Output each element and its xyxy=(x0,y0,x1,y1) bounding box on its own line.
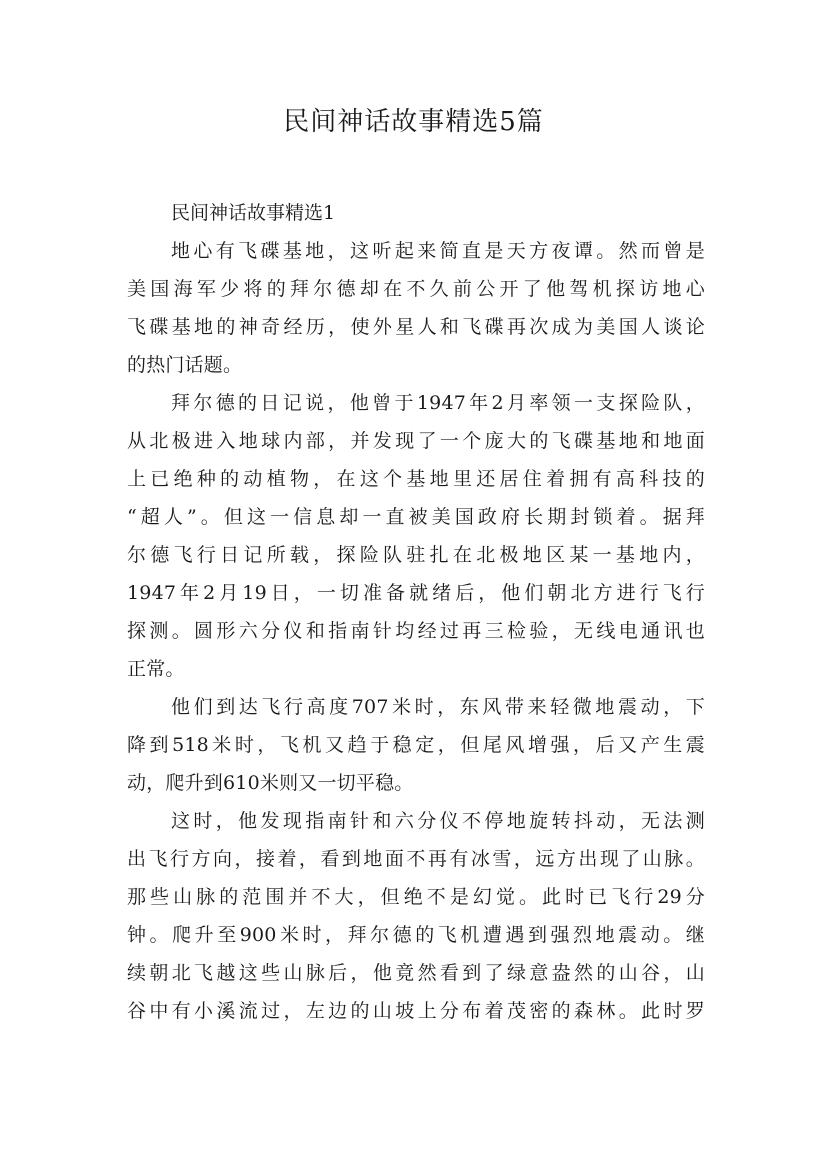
paragraph-line: 尔德飞行日记所载，探险队驻扎在北极地区某一基地内， xyxy=(127,544,705,566)
paragraph-line: “超人”。但这一信息却一直被美国政府长期封锁着。据拜 xyxy=(127,506,705,528)
section-subtitle: 民间神话故事精选1 xyxy=(171,202,336,224)
paragraph-line: 上已绝种的动植物，在这个基地里还居住着拥有高科技的 xyxy=(127,468,705,490)
paragraph-line: 降到518米时，飞机又趋于稳定，但尾风增强，后又产生震 xyxy=(127,734,705,756)
paragraph-1 xyxy=(127,232,705,384)
paragraph-line: 谷中有小溪流过，左边的山坡上分布着茂密的森林。此时罗 xyxy=(127,1000,705,1022)
document-body xyxy=(127,194,705,1030)
paragraph-line: 探测。圆形六分仪和指南针均经过再三检验，无线电通讯也 xyxy=(127,620,705,642)
paragraph-line: 1947年2月19日，一切准备就绪后，他们朝北方进行飞行 xyxy=(127,582,705,604)
paragraph-4 xyxy=(127,802,705,1030)
paragraph-line: 从北极进入地球内部，并发现了一个庞大的飞碟基地和地面 xyxy=(127,430,705,452)
paragraph-line: 正常。 xyxy=(127,658,185,680)
paragraph-line: 钟。爬升至900米时，拜尔德的飞机遭遇到强烈地震动。继 xyxy=(127,924,705,946)
paragraph-line: 他们到达飞行高度707米时，东风带来轻微地震动，下 xyxy=(171,696,705,718)
paragraph-line: 出飞行方向，接着，看到地面不再有冰雪，远方出现了山脉。 xyxy=(127,848,705,870)
paragraph-3 xyxy=(127,688,705,802)
paragraph-line: 地心有飞碟基地，这听起来简直是天方夜谭。然而曾是 xyxy=(171,240,705,262)
paragraph-line: 拜尔德的日记说，他曾于1947年2月率领一支探险队， xyxy=(171,392,705,414)
paragraph-line: 飞碟基地的神奇经历，使外星人和飞碟再次成为美国人谈论 xyxy=(127,316,705,338)
paragraph-2 xyxy=(127,384,705,688)
paragraph-line: 的热门话题。 xyxy=(127,354,243,376)
paragraph-line: 这时，他发现指南针和六分仪不停地旋转抖动，无法测 xyxy=(171,810,705,832)
document-title: 民间神话故事精选5篇 xyxy=(283,107,544,137)
paragraph-line: 那些山脉的范围并不大，但绝不是幻觉。此时已飞行29分 xyxy=(127,886,705,908)
paragraph-line: 美国海军少将的拜尔德却在不久前公开了他驾机探访地心 xyxy=(127,278,705,300)
paragraph-line: 续朝北飞越这些山脉后，他竟然看到了绿意盎然的山谷，山 xyxy=(127,962,705,984)
paragraph-line: 动，爬升到610米则又一切平稳。 xyxy=(127,772,414,794)
